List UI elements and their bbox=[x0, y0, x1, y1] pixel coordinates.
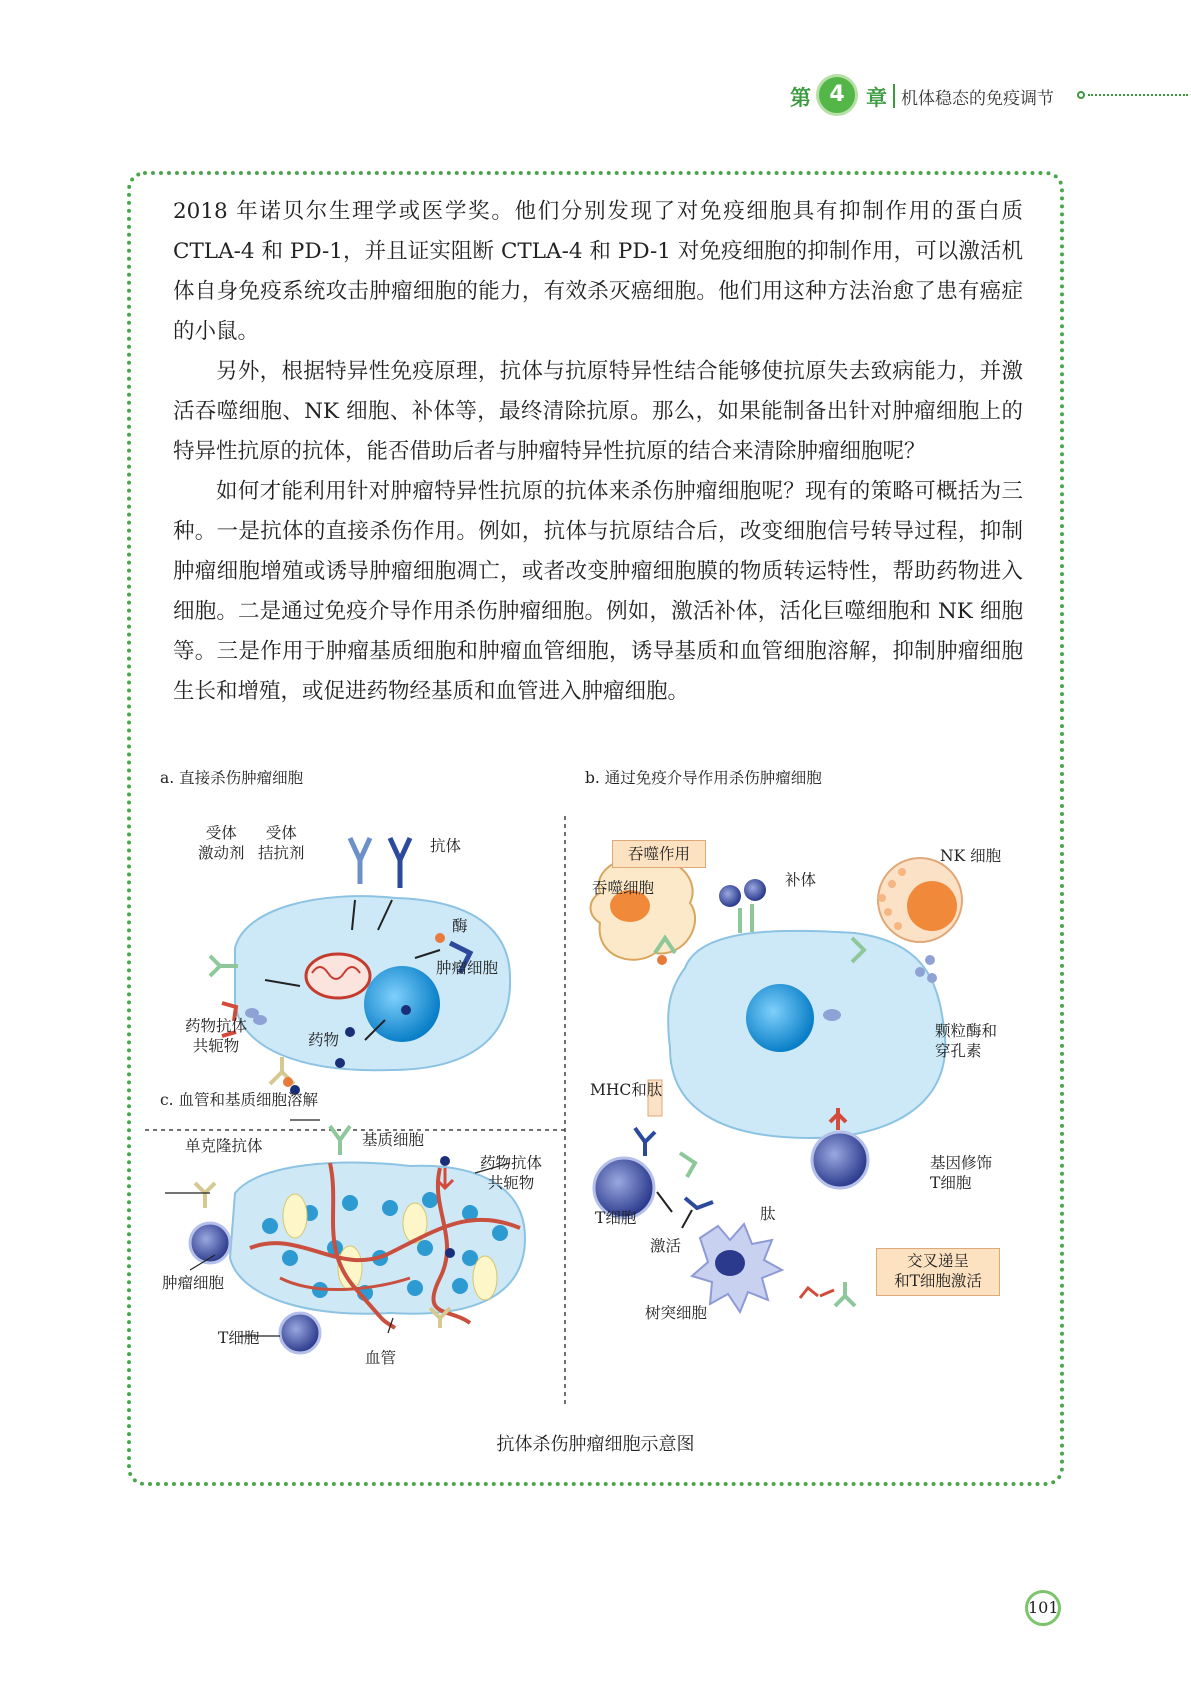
label-receptor-agonist: 受体 激动剂 bbox=[198, 824, 245, 862]
label-complement: 补体 bbox=[785, 871, 817, 889]
tag-cross-presentation: 交叉递呈 和T细胞激活 bbox=[876, 1248, 1000, 1296]
chapter-prefix: 第 bbox=[790, 86, 811, 110]
label-drug: 药物 bbox=[308, 1031, 340, 1049]
figure-caption: 抗体杀伤肿瘤细胞示意图 bbox=[496, 1434, 695, 1455]
panel-c-title: c. 血管和基质细胞溶解 bbox=[160, 1091, 319, 1109]
label-antibody: 抗体 bbox=[430, 837, 462, 855]
chapter-title: 机体稳态的免疫调节 bbox=[901, 89, 1054, 109]
paragraph-2: 另外，根据特异性免疫原理，抗体与抗原特异性结合能够使抗原失去致病能力，并激活吞噬细胞、NK 细胞、补体等，最终清除抗原。那么，如果能制备出针对肿瘤细胞上的特异性抗原的抗体，能否借助后者与肿瘤特异性抗原的结合来清除肿瘤细胞呢？ bbox=[173, 359, 1023, 464]
label-granzyme: 颗粒酶和 穿孔素 bbox=[935, 1022, 998, 1060]
header-dot-icon bbox=[1077, 91, 1085, 99]
label-dendritic-cell: 树突细胞 bbox=[645, 1304, 708, 1322]
header-dotted-line bbox=[1088, 94, 1188, 96]
panel-a-title: a. 直接杀伤肿瘤细胞 bbox=[160, 769, 304, 787]
antibody-figure bbox=[140, 769, 1060, 1428]
label-nk-cell: NK 细胞 bbox=[940, 847, 1002, 865]
tag-phagocytosis: 吞噬作用 bbox=[612, 840, 706, 868]
label-tumor-cell-c: 肿瘤细胞 bbox=[162, 1274, 225, 1292]
label-drug-conjugate-a: 药物抗体 共轭物 bbox=[185, 1017, 248, 1055]
label-drug-conjugate-c: 药物抗体 共轭物 bbox=[480, 1154, 543, 1192]
figure-illustration bbox=[140, 808, 1060, 1428]
label-phagocyte: 吞噬细胞 bbox=[592, 879, 655, 897]
label-enzyme: 酶 bbox=[452, 917, 468, 935]
label-modified-t-cell: 基因修饰 T细胞 bbox=[930, 1154, 993, 1192]
label-tumor-cell-a: 肿瘤细胞 bbox=[436, 959, 499, 977]
paragraph-3: 如何才能利用针对肿瘤特异性抗原的抗体来杀伤肿瘤细胞呢？现有的策略可概括为三种。一是抗体的直接杀伤作用。例如，抗体与抗原结合后，改变细胞信号转导过程，抑制肿瘤细胞增殖或诱导肿瘤细胞凋亡，或者改变肿瘤细胞膜的物质转运特性，帮助药物进入细胞。二是通过免疫介导作用杀伤肿瘤细胞。例如，激活补体，活化巨噬细胞和 NK 细胞等。三是作用于肿瘤基质细胞和肿瘤血管细胞，诱导基质和血管细胞溶解，抑制肿瘤细胞生长和增殖，或促进药物经基质和血管进入肿瘤细胞。 bbox=[173, 479, 1024, 704]
label-activation: 激活 bbox=[650, 1237, 682, 1255]
label-t-cell-b: T细胞 bbox=[595, 1209, 637, 1227]
label-t-cell-c: T细胞 bbox=[218, 1329, 260, 1347]
chapter-header bbox=[790, 72, 1191, 122]
chapter-number-badge: 4 bbox=[816, 74, 858, 116]
label-monoclonal-antibody: 单克隆抗体 bbox=[185, 1137, 263, 1155]
label-blood-vessel: 血管 bbox=[365, 1349, 397, 1367]
label-receptor-antagonist: 受体 拮抗剂 bbox=[258, 824, 305, 862]
label-stromal-cell: 基质细胞 bbox=[362, 1131, 425, 1149]
panel-b-title: b. 通过免疫介导作用杀伤肿瘤细胞 bbox=[585, 769, 822, 787]
paragraph-1: 2018 年诺贝尔生理学或医学奖。他们分别发现了对免疫细胞具有抑制作用的蛋白质 CTLA-4 和 PD-1，并且证实阻断 CTLA-4 和 PD-1 对免疫细胞的抑制作用，可以激活机体自身免疫系统攻击肿瘤细胞的能力，有效杀灭癌细胞。他们用这种方法治愈了患有癌症的小鼠。 bbox=[173, 199, 1023, 344]
chapter-divider bbox=[893, 84, 895, 108]
page-number: 101 bbox=[1025, 1590, 1061, 1626]
chapter-suffix: 章 bbox=[866, 86, 887, 110]
label-peptide: 肽 bbox=[760, 1205, 776, 1223]
body-text bbox=[173, 192, 1023, 712]
label-mhc: MHC和肽 bbox=[590, 1081, 663, 1099]
